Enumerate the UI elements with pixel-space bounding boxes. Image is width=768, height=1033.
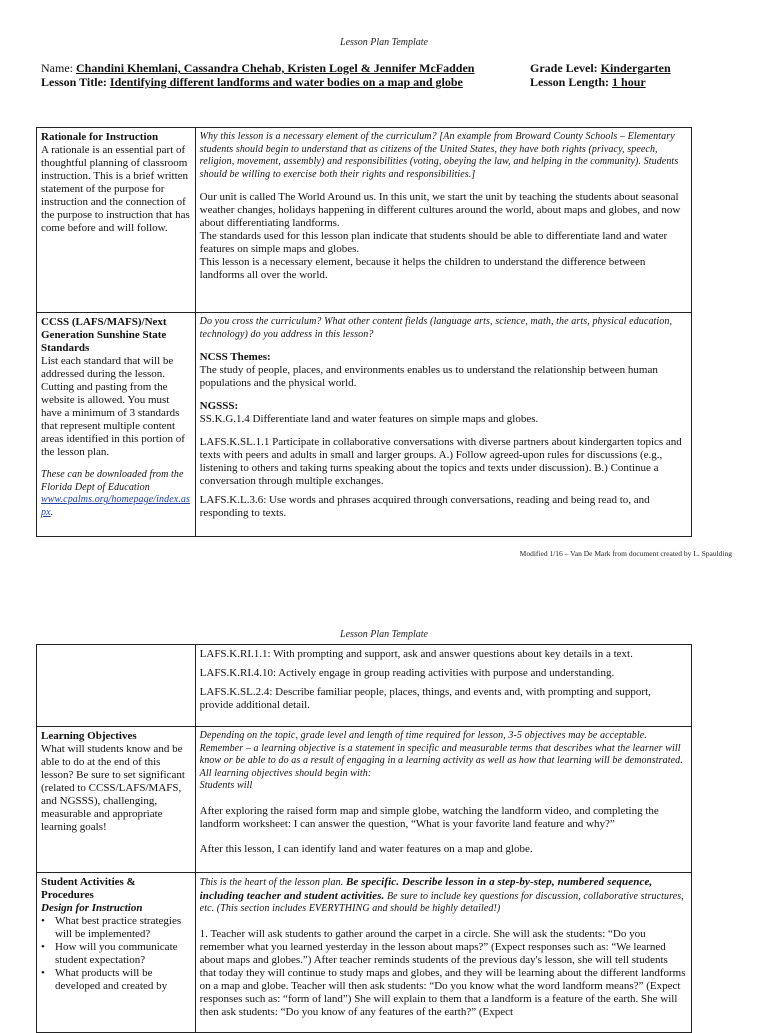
lesson-title-value: Identifying different landforms and water bodies on a map and globe — [109, 75, 463, 89]
rationale-title: Rationale for Instruction — [41, 131, 159, 143]
ncss-heading: NCSS Themes: — [199, 351, 271, 364]
ccss-link-line — [41, 494, 191, 519]
lesson-title-line — [41, 75, 463, 89]
page-title: Lesson Plan Template — [340, 37, 428, 48]
lesson-plan-table-page1 — [36, 127, 692, 537]
rationale-left-cell — [37, 128, 196, 313]
activities-bullet — [41, 915, 191, 941]
bullet-icon: • — [41, 967, 45, 979]
objectives-right-cell — [195, 727, 691, 873]
bullet-text: What best practice strategies will be implemented? — [55, 915, 182, 940]
rationale-paragraph: The standards used for this lesson plan indicate that students should be able to differentiate land and water features on simple maps and globes. — [199, 230, 668, 256]
standard-l36: LAFS.K.L.3.6: Use words and phrases acquired through conversations, reading and being read to, and responding to texts. — [199, 494, 650, 520]
lesson-title-label: Lesson Title: — [41, 75, 107, 89]
ccss-desc: List each standard that will be addressed during the lesson. Cutting and pasting from the website is allowed. You must have a minimum of 3 standards that represent multiple content areas identified in this portion of the lesson plan. — [41, 355, 185, 458]
standard-sl11: LAFS.K.SL.1.1 Participate in collaborative conversations with diverse partners about kindergarten topics and texts with peers and adults in small and larger groups. A.) Follow agreed-upon rules for discussions (e.g., listening to others and taking turns speaking about the topics and texts under discussion). B.) Continue a conversation through multiple exchanges. — [199, 436, 682, 488]
grade-line — [530, 61, 671, 75]
objectives-desc: What will students know and be able to do at the end of this lesson? Be sure to set significant (related to CCSS/LAFS/MAFS, and NGSSS), challenging, measurable and appropriate learning goals! — [41, 743, 185, 833]
link-suffix: . — [50, 506, 54, 518]
prompt-part: Be sure to include key questions for discussion, collaborative structures, etc. (This section includes EVERYTHING and should be highly detailed!) — [199, 890, 684, 915]
activities-prompt — [200, 876, 687, 916]
activities-bullet — [41, 967, 191, 993]
objectives-left-cell — [37, 727, 196, 873]
objective-item: After exploring the raised form map and simple globe, watching the landform video, and completing the landform worksheet: I can answer the question, “What is your favorite land feature and why?” — [199, 804, 659, 830]
page-footer: Modified 1/16 – Van De Mark from document created by L. Spaulding — [519, 549, 732, 558]
activities-bullet — [41, 941, 191, 967]
standard-ri11: LAFS.K.RI.1.1: With prompting and support, ask and answer questions about key details in a text. — [199, 648, 633, 660]
rationale-paragraph: This lesson is a necessary element, because it helps the children to understand the difference between landforms all over the world. — [199, 256, 646, 282]
length-value: 1 hour — [612, 75, 646, 89]
standards-continued-left-cell — [37, 645, 196, 727]
activities-right-cell — [195, 873, 691, 1033]
bullet-icon: • — [41, 915, 45, 927]
name-value: Chandini Khemlani, Cassandra Chehab, Kristen Logel & Jennifer McFadden — [76, 61, 475, 75]
ccss-download-note: These can be downloaded from the Florida Dept of Education — [41, 469, 184, 493]
objectives-prompt-2: Students will — [199, 780, 253, 792]
prompt-emphasis: Be specific. Describe lesson in a step-by-step, numbered sequence, including teacher and student activities. — [199, 876, 653, 902]
activities-title: Student Activities & Procedures — [41, 876, 136, 901]
rationale-desc: A rationale is an essential part of thoughtful planning of classroom instruction. This is a brief written statement of the purpose for instruction and the connection of the purpose to instruction that has come before and will follow. — [41, 144, 190, 234]
standard-sl24: LAFS.K.SL.2.4: Describe familiar people, places, things, and events and, with prompting and support, provide additional detail. — [199, 686, 651, 711]
rationale-right-cell — [195, 128, 691, 313]
procedure-step-1: 1. Teacher will ask students to gather around the carpet in a circle. She will ask the students: “Do you remember what you learned yesterday in the lesson about maps?” (Expect responses such as: “We learned about maps and globes.”) After teacher reminds students of the previous day's lesson, she will tell students that today they will continue to study maps and globes, and they will be learning about the different landforms on a map and globe. Teacher will then ask students: “Do you know what the word landform means?” (Expect responses such as: “form of land”) She will explain to them that a landform is a feature of the earth. She will then ask students: “Do you know of any features of the earth?” (Expect — [199, 927, 686, 1018]
name-label: Name: — [41, 61, 73, 75]
standard-ri410: LAFS.K.RI.4.10: Actively engage in group reading activities with purpose and understanding. — [199, 667, 615, 679]
bullet-text: What products will be developed and created by — [55, 967, 168, 992]
bullet-icon: • — [41, 941, 45, 953]
rationale-paragraph: Our unit is called The World Around us. In this unit, we start the unit by teaching the students about seasonal weather changes, holidays happening in different cultures around the world, about maps and globes, and now about differentiating landforms. — [199, 191, 681, 230]
lesson-plan-table-page2 — [36, 644, 692, 1033]
objective-item: After this lesson, I can identify land and water features on a map and globe. — [199, 842, 533, 855]
page-title: Lesson Plan Template — [340, 629, 428, 640]
grade-value: Kindergarten — [600, 61, 671, 75]
rationale-prompt: Why this lesson is a necessary element of the curriculum? [An example from Broward County Schools – Elementary students should begin to understand that as citizens of the United States, they have both rights (privacy, speech, religion, movement, assembly) and responsibilities (voting, obeying the law, and helping in the community). Students should be willing to exercise both their rights and responsibilities.] — [199, 131, 679, 180]
ccss-left-cell — [37, 313, 196, 537]
objectives-title: Learning Objectives — [41, 730, 137, 742]
ccss-title: CCSS (LAFS/MAFS)/Next Generation Sunshine State Standards — [41, 316, 167, 354]
length-label: Lesson Length: — [530, 75, 610, 89]
grade-label: Grade Level: — [530, 61, 598, 75]
standards-continued-right-cell — [195, 645, 691, 727]
prompt-part: This is the heart of the lesson plan. — [199, 877, 344, 888]
length-line — [530, 75, 646, 89]
cpalms-link[interactable]: www.cpalms.org/homepage/index.aspx — [41, 494, 191, 518]
ngsss-text: SS.K.G.1.4 Differentiate land and water features on simple maps and globes. — [199, 413, 539, 426]
ngsss-heading: NGSSS: — [199, 400, 239, 413]
ccss-prompt: Do you cross the curriculum? What other content fields (language arts, science, math, the arts, physical education, technology) do you address in this lesson? — [199, 316, 673, 340]
name-line — [41, 61, 474, 75]
objectives-prompt: Depending on the topic, grade level and length of time required for lesson, 3-5 objectives may be acceptable. Remember – a learning objective is a statement in specific and measurable terms that describes what the learner will know or be able to do as a result of engaging in a learning activity as well as how that learning will be demonstrated. All learning objectives should begin with: — [199, 730, 683, 779]
ccss-right-cell — [195, 313, 691, 537]
activities-subtitle: Design for Instruction — [41, 902, 143, 914]
ncss-text: The study of people, places, and environments enables us to understand the relationship between human populations and the physical world. — [199, 364, 658, 390]
bullet-text: How will you communicate student expectation? — [55, 941, 178, 966]
activities-left-cell — [37, 873, 196, 1033]
